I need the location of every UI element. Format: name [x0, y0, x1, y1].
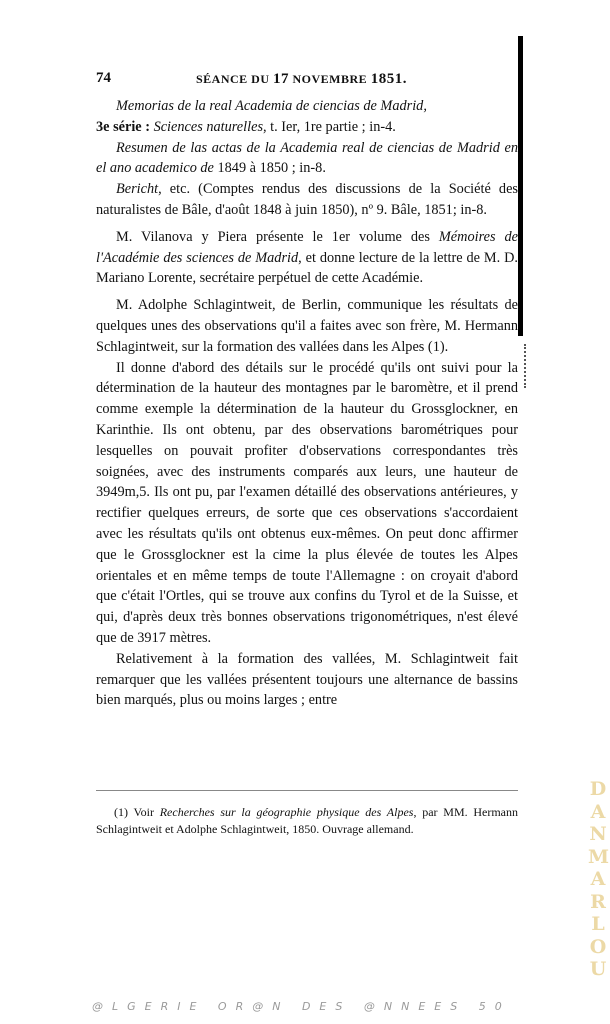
paragraph: M. Vilanova y Piera présente le 1er volume des Mémoires de l'Académie des sciences de Madrid, et donne lecture de la lettre de M. D. Mariano Lorente, secrétaire perpétuel de cette Académie.	[96, 228, 519, 287]
footer-watermark: @LGERIE OR@N DES @NNEES 50	[92, 1000, 511, 1013]
paragraph: M. Adolphe Schlagintweit, de Berlin, communique les résultats de quelques unes des observations qu'il a faites avec son frère, M. Hermann Schlagintweit, sur la formation des vallées dans les Alpes (1).	[96, 297, 518, 355]
watermark-vertical: D A N M A R L O U	[588, 778, 610, 980]
paragraph: Bericht, etc. (Comptes rendus des discussions de la Société des naturalistes de Bâle, d'août 1848 à juin 1850), nº 9. Bâle, 1851; in-8.	[96, 181, 518, 218]
paragraph: Il donne d'abord des détails sur le procédé qu'ils ont suivi pour la détermination de la hauteur des montagnes par le baromètre, et il prend comme exemple la détermination de la hauteur du Grossglockner, en Karinthie. Ils ont obtenu, par des observations barométriques pour lesquelles on pouvait profiter d'observations correspondantes très soignées, avec des instruments comparés aux leurs, une hauteur de 3949m,5. Ils ont pu, par l'examen détaillé des observations antérieures, y rectifier quelques erreurs, de sorte que ces observations s'accordaient avec les résultats qu'ils ont obtenus eux-mêmes. On peut donc affirmer que le Grossglockner est la cime la plus élevée de toutes les Alpes orientales et en même temps de toute l'Allemagne : on croyait d'abord que c'était l'Ortles, qui se trouve aux confins du Tyrol et de la Suisse, et qui, d'après deux très bonnes observations trigonométriques, n'est élevé que de 3917 mètres.	[96, 359, 518, 646]
running-header	[96, 70, 516, 92]
footnote-divider	[96, 790, 518, 791]
footnote: (1) Voir Recherches sur la géographie physique des Alpes, par MM. Hermann Schlagintweit et Adolphe Schlagintweit, 1850. Ouvrage allemand.	[96, 805, 519, 836]
paragraph: Resumen de las actas de la Academia real de ciencias de Madrid en el ano academico de 1849 à 1850 ; in-8.	[96, 139, 518, 177]
main-text	[96, 96, 518, 711]
page-number: 74	[96, 70, 111, 86]
margin-dots	[524, 344, 528, 388]
running-title: SÉANCE DU 17 NOVEMBRE 1851.	[196, 71, 407, 87]
margin-rule	[518, 36, 523, 336]
paragraph: Relativement à la formation des vallées, M. Schlagintweit fait remarquer que les vallées présentent toujours une alternance de bassins bien marqués, plus ou moins larges ; entre	[96, 650, 518, 709]
paragraph: Memorias de la real Academia de ciencias de Madrid, 3e série : Sciences naturelles, t. Ier, 1re partie ; in-4.	[96, 98, 427, 135]
